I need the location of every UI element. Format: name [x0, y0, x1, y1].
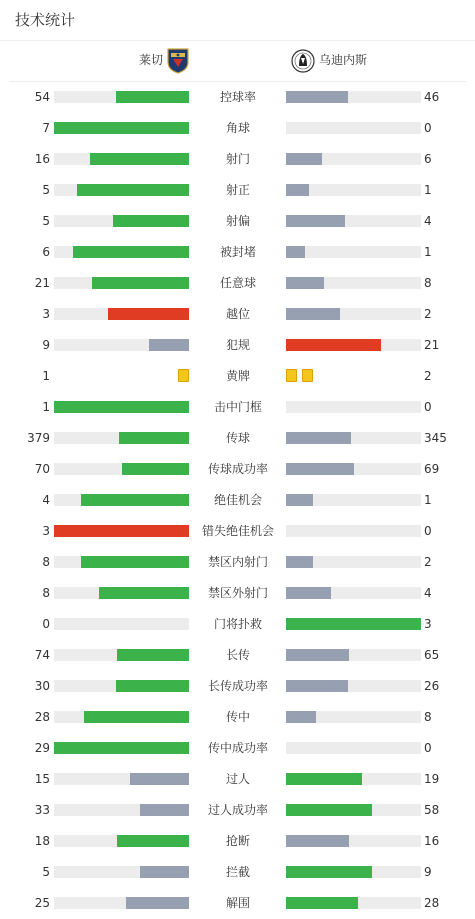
home-stat-bar	[54, 525, 189, 537]
home-stat-bar	[126, 897, 189, 909]
yellow-card-icon	[286, 369, 297, 382]
home-stat-bar	[73, 246, 189, 258]
away-stat-value: 0	[424, 524, 432, 538]
stat-label: 长传	[225, 648, 250, 662]
stat-row	[0, 763, 475, 794]
away-stat-bar	[286, 711, 316, 723]
home-stat-bar-track	[54, 463, 189, 475]
stat-label: 过人成功率	[207, 803, 268, 817]
away-stat-bar-track	[286, 680, 421, 692]
away-stat-bar	[286, 91, 348, 103]
stat-row	[0, 515, 475, 546]
away-stat-value: 2	[424, 307, 432, 321]
home-stat-bar	[119, 432, 189, 444]
home-team-crest-icon	[166, 48, 190, 74]
home-stat-value: 30	[34, 679, 50, 693]
home-stat-value: 8	[42, 586, 50, 600]
away-stat-bar-track	[286, 866, 421, 878]
home-stat-bar-track	[54, 432, 189, 444]
away-stat-value: 2	[424, 369, 432, 383]
away-stat-bar	[286, 556, 313, 568]
home-stat-value: 3	[42, 307, 50, 321]
away-stat-bar-track	[286, 649, 421, 661]
home-stat-value: 1	[42, 369, 50, 383]
stat-label: 越位	[225, 307, 250, 321]
stat-row	[0, 298, 475, 329]
stat-label: 长传成功率	[207, 679, 268, 693]
away-stat-value: 16	[424, 834, 440, 848]
stat-row	[0, 360, 475, 391]
home-stat-bar-track	[54, 711, 189, 723]
away-stat-bar	[286, 897, 358, 909]
home-stat-bar	[117, 649, 189, 661]
home-yellow-cards	[178, 369, 189, 382]
away-stat-bar-track	[286, 463, 421, 475]
stat-row	[0, 422, 475, 453]
home-stat-bar-track	[54, 866, 189, 878]
stat-label: 门将扑救	[213, 617, 262, 631]
home-stat-bar-track	[54, 184, 189, 196]
stat-row	[0, 174, 475, 205]
home-stat-bar	[108, 308, 189, 320]
stat-row	[0, 546, 475, 577]
away-stat-bar	[286, 432, 351, 444]
home-stat-bar-track	[54, 91, 189, 103]
stat-label: 传中成功率	[207, 741, 268, 755]
away-stat-value: 6	[424, 152, 432, 166]
home-stat-bar	[140, 804, 189, 816]
away-stat-bar-track	[286, 897, 421, 909]
home-stat-bar	[84, 711, 189, 723]
home-stat-bar	[116, 680, 189, 692]
away-team-name: 乌迪内斯	[319, 53, 368, 67]
stat-row	[0, 670, 475, 701]
stat-row	[0, 639, 475, 670]
away-stat-bar-track	[286, 184, 421, 196]
stat-label: 击中门框	[213, 400, 262, 414]
stat-row	[0, 329, 475, 360]
stat-label: 禁区内射门	[207, 555, 268, 569]
home-stat-value: 6	[42, 245, 50, 259]
away-stat-bar	[286, 308, 340, 320]
home-stat-value: 29	[34, 741, 50, 755]
home-stat-bar	[92, 277, 189, 289]
away-stat-bar-track	[286, 91, 421, 103]
home-stat-bar	[140, 866, 189, 878]
home-stat-bar-track	[54, 215, 189, 227]
away-stat-bar-track	[286, 277, 421, 289]
stat-label: 错失绝佳机会	[201, 524, 274, 538]
away-stat-bar-track	[286, 153, 421, 165]
away-stat-value: 65	[424, 648, 440, 662]
stat-row	[0, 577, 475, 608]
home-stat-bar-track	[54, 401, 189, 413]
stat-label: 抢断	[225, 834, 250, 848]
home-stat-bar-track	[54, 277, 189, 289]
home-stat-value: 33	[34, 803, 50, 817]
stat-label: 控球率	[219, 90, 256, 104]
away-stat-bar	[286, 866, 372, 878]
away-stat-bar	[286, 463, 354, 475]
home-stat-bar-track	[54, 339, 189, 351]
home-stat-bar-track	[54, 618, 189, 630]
away-stat-value: 46	[424, 90, 440, 104]
away-stat-value: 0	[424, 121, 432, 135]
header-divider	[0, 40, 475, 41]
home-stat-bar-track	[54, 587, 189, 599]
stat-label: 黄牌	[225, 369, 250, 383]
away-team-crest-icon	[291, 48, 315, 74]
stat-label: 射偏	[225, 214, 250, 228]
stat-row	[0, 794, 475, 825]
away-stat-value: 19	[424, 772, 440, 786]
stat-row	[0, 391, 475, 422]
home-stat-bar-track	[54, 525, 189, 537]
stat-label: 拦截	[225, 865, 250, 879]
away-stat-value: 345	[424, 431, 447, 445]
home-stat-value: 70	[34, 462, 50, 476]
stat-label: 射门	[225, 152, 250, 166]
stat-label: 过人	[225, 772, 250, 786]
away-stat-value: 9	[424, 865, 432, 879]
home-stat-value: 21	[34, 276, 50, 290]
away-stat-value: 26	[424, 679, 440, 693]
away-stat-value: 8	[424, 710, 432, 724]
away-stat-bar	[286, 587, 331, 599]
stat-label: 禁区外射门	[207, 586, 268, 600]
away-stat-bar-track	[286, 804, 421, 816]
away-stat-value: 1	[424, 245, 432, 259]
stat-row	[0, 825, 475, 856]
away-stat-value: 1	[424, 493, 432, 507]
home-stat-bar-track	[54, 122, 189, 134]
home-stat-value: 15	[34, 772, 50, 786]
home-stat-value: 5	[42, 214, 50, 228]
home-stat-bar	[116, 91, 189, 103]
page-title: 技术统计	[15, 11, 76, 29]
home-stat-value: 28	[34, 710, 50, 724]
home-stat-bar-track	[54, 773, 189, 785]
away-stat-value: 8	[424, 276, 432, 290]
home-stat-bar-track	[54, 308, 189, 320]
home-stat-value: 8	[42, 555, 50, 569]
away-stat-bar	[286, 618, 421, 630]
away-stat-bar	[286, 494, 313, 506]
stat-row	[0, 701, 475, 732]
away-stat-bar-track	[286, 246, 421, 258]
home-stat-bar	[130, 773, 189, 785]
away-stat-bar-track	[286, 587, 421, 599]
home-stat-bar	[77, 184, 189, 196]
away-stat-value: 4	[424, 214, 432, 228]
home-stat-bar-track	[54, 897, 189, 909]
stat-label: 解围	[225, 896, 250, 910]
stat-label: 任意球	[219, 276, 256, 290]
home-stat-value: 9	[42, 338, 50, 352]
away-stat-bar	[286, 215, 345, 227]
stat-row	[0, 608, 475, 639]
away-yellow-cards	[286, 369, 313, 382]
home-stat-bar	[54, 122, 189, 134]
away-stat-bar	[286, 246, 305, 258]
home-stat-value: 4	[42, 493, 50, 507]
away-stat-bar	[286, 153, 322, 165]
stat-row	[0, 484, 475, 515]
home-stat-bar	[149, 339, 190, 351]
stat-label: 角球	[225, 121, 250, 135]
away-stat-bar-track	[286, 432, 421, 444]
home-stat-bar-track	[54, 153, 189, 165]
stat-row	[0, 236, 475, 267]
stat-label: 犯规	[225, 338, 250, 352]
away-stat-value: 0	[424, 400, 432, 414]
home-stat-value: 54	[34, 90, 50, 104]
away-stat-value: 4	[424, 586, 432, 600]
home-stat-bar-track	[54, 649, 189, 661]
home-stat-bar	[122, 463, 190, 475]
stat-row	[0, 143, 475, 174]
away-stat-value: 2	[424, 555, 432, 569]
home-stat-bar-track	[54, 742, 189, 754]
away-stat-bar-track	[286, 773, 421, 785]
stat-label: 传球	[225, 431, 250, 445]
home-stat-value: 3	[42, 524, 50, 538]
home-stat-bar	[90, 153, 189, 165]
stat-label: 传球成功率	[207, 462, 268, 476]
home-stat-bar	[99, 587, 189, 599]
away-stat-value: 28	[424, 896, 440, 910]
home-stat-value: 5	[42, 865, 50, 879]
away-stat-bar-track	[286, 618, 421, 630]
stat-row	[0, 112, 475, 143]
away-stat-bar	[286, 680, 348, 692]
stat-row	[0, 856, 475, 887]
home-stat-value: 74	[34, 648, 50, 662]
away-stat-bar-track	[286, 835, 421, 847]
stat-row	[0, 732, 475, 763]
home-stat-bar-track	[54, 556, 189, 568]
home-stat-bar	[81, 556, 189, 568]
away-stat-bar-track	[286, 308, 421, 320]
home-stat-bar	[81, 494, 189, 506]
stat-label: 被封堵	[219, 245, 256, 259]
away-stat-bar	[286, 339, 381, 351]
away-stat-bar-track	[286, 339, 421, 351]
home-stat-bar	[54, 401, 189, 413]
home-stat-bar-track	[54, 680, 189, 692]
away-stat-value: 69	[424, 462, 440, 476]
away-stat-bar-track	[286, 122, 421, 134]
stat-row	[0, 887, 475, 918]
home-stat-bar	[113, 215, 189, 227]
home-stat-value: 16	[34, 152, 50, 166]
stat-label: 射正	[225, 183, 250, 197]
away-stat-bar	[286, 773, 362, 785]
home-stat-value: 5	[42, 183, 50, 197]
stat-row	[0, 453, 475, 484]
home-stat-value: 25	[34, 896, 50, 910]
away-stat-bar-track	[286, 525, 421, 537]
away-stat-value: 3	[424, 617, 432, 631]
home-stat-bar-track	[54, 804, 189, 816]
yellow-card-icon	[178, 369, 189, 382]
away-stat-value: 21	[424, 338, 440, 352]
away-stat-bar-track	[286, 215, 421, 227]
home-team-name: 莱切	[139, 53, 164, 67]
stats-list	[0, 81, 475, 918]
away-stat-bar-track	[286, 711, 421, 723]
away-stat-bar	[286, 184, 309, 196]
away-stat-bar	[286, 649, 349, 661]
home-stat-bar	[117, 835, 189, 847]
home-stat-value: 18	[34, 834, 50, 848]
away-stat-bar-track	[286, 556, 421, 568]
away-stat-value: 58	[424, 803, 440, 817]
stat-label: 绝佳机会	[213, 493, 262, 507]
away-stat-bar	[286, 804, 372, 816]
home-stat-value: 0	[42, 617, 50, 631]
stat-label: 传中	[225, 710, 250, 724]
away-stat-bar	[286, 277, 324, 289]
away-stat-bar	[286, 835, 349, 847]
away-stat-bar-track	[286, 494, 421, 506]
away-stat-value: 0	[424, 741, 432, 755]
stat-row	[0, 267, 475, 298]
home-stat-bar-track	[54, 246, 189, 258]
home-stat-value: 7	[42, 121, 50, 135]
stat-row	[0, 205, 475, 236]
home-stat-value: 1	[42, 400, 50, 414]
home-stat-bar	[54, 742, 189, 754]
away-stat-value: 1	[424, 183, 432, 197]
stat-row	[0, 81, 475, 112]
home-stat-bar-track	[54, 835, 189, 847]
yellow-card-icon	[302, 369, 313, 382]
home-stat-value: 379	[27, 431, 50, 445]
away-stat-bar-track	[286, 401, 421, 413]
home-stat-bar-track	[54, 494, 189, 506]
away-stat-bar-track	[286, 742, 421, 754]
